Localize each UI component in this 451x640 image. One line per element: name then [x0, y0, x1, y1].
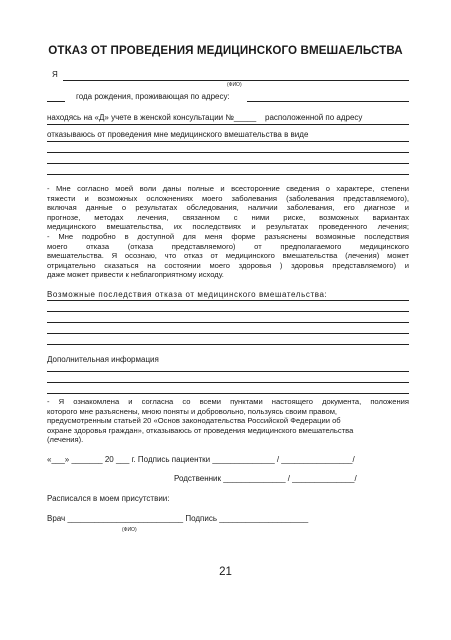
heading-consequences: Возможные последствия отказа от медицинского вмешательства:	[47, 290, 328, 299]
label-doctor-fio: (ФИО)	[122, 527, 137, 533]
address-line	[247, 101, 409, 102]
blank-line	[47, 300, 409, 301]
text-line: (лечения).	[47, 435, 84, 445]
label-ya: Я	[52, 70, 58, 79]
blank-line	[47, 371, 409, 372]
text-line: - Мне подробно в доступной для меня форме разъяснены возможные последствия	[47, 231, 409, 241]
date-signature-line: «___» _______ 20 ___ г. Подпись пациентки ______________ / ________________/	[47, 455, 355, 464]
label-consultation: находясь на «Д» учете в женской консультации №_____	[47, 113, 257, 122]
blank-line	[47, 393, 409, 394]
blank-line	[47, 382, 409, 383]
blank-line	[47, 163, 409, 164]
blank-line	[47, 322, 409, 323]
text-line: тяжести и возможных осложнениях моего заболевания (заболевания представляемого),	[47, 193, 409, 203]
text-line: прогнозе, методах лечения, связанном с ними риске, возможных вариантах	[47, 212, 409, 222]
text-line: - Я ознакомлена и согласна со всеми пунктами настоящего документа, положения	[47, 397, 409, 406]
blank-line	[47, 311, 409, 312]
text-line: вмешательства. Я осознаю, что отказ от медицинского вмешательства (лечения) может	[47, 251, 409, 261]
text-line: включая данные о результатах обследования, наличии заболевания, его диагнозе и	[47, 203, 409, 213]
blank-line	[47, 152, 409, 153]
text-line: - Мне согласно моей воли даны полные и всесторонние сведения о характере, степени	[47, 184, 409, 193]
text-line: которого мне разъяснены, мною поняты и добровольно, пользуясь своим правом,	[47, 406, 338, 416]
blank-line	[47, 174, 409, 175]
heading-additional: Дополнительная информация	[47, 355, 159, 364]
blank-line	[47, 333, 409, 334]
text-line: охране здоровья граждан», отказываюсь от проведения медицинского вмешательства	[47, 425, 354, 435]
label-refuse: отказываюсь от проведения мне медицинского вмешательства в виде	[47, 130, 309, 139]
text-line: моего отказа (отказа представляемого) от предполагаемого медицинского	[47, 241, 409, 251]
blank-line	[47, 344, 409, 345]
paragraph-consent	[47, 397, 409, 445]
label-birth-address: года рождения, проживающая по адресу:	[76, 92, 230, 101]
relative-signature-line: Родственник ______________ / ______________/	[174, 474, 357, 483]
text-line: отрицательно сказаться на состоянии моего здоровья ) здоровья представляемого) и	[47, 260, 409, 270]
witness-label: Расписался в моем присутствии:	[47, 494, 170, 503]
fio-line	[63, 80, 409, 81]
blank-line	[47, 141, 409, 142]
text-line: предусмотренным статьей 20 «Основ законодательства Российской Федерации об	[47, 416, 341, 426]
consultation-address-line	[47, 124, 409, 125]
paragraph-information	[47, 184, 409, 280]
document-title: ОТКАЗ ОТ ПРОВЕДЕНИЯ МЕДИЦИНСКОГО ВМЕШАЕЛЬСТВА	[48, 44, 403, 57]
doctor-signature-line: Врач __________________________ Подпись ____________________	[47, 514, 309, 523]
label-fio: (ФИО)	[227, 82, 242, 88]
text-line: даже может привести к неблагоприятному исходу.	[47, 270, 224, 280]
text-line: медицинского вмешательства, их последствиях и результатах проведенного лечения;	[47, 222, 409, 232]
page-number: 21	[219, 566, 232, 578]
label-consultation-address: расположенной по адресу	[265, 113, 363, 122]
birth-year-line	[47, 101, 65, 102]
